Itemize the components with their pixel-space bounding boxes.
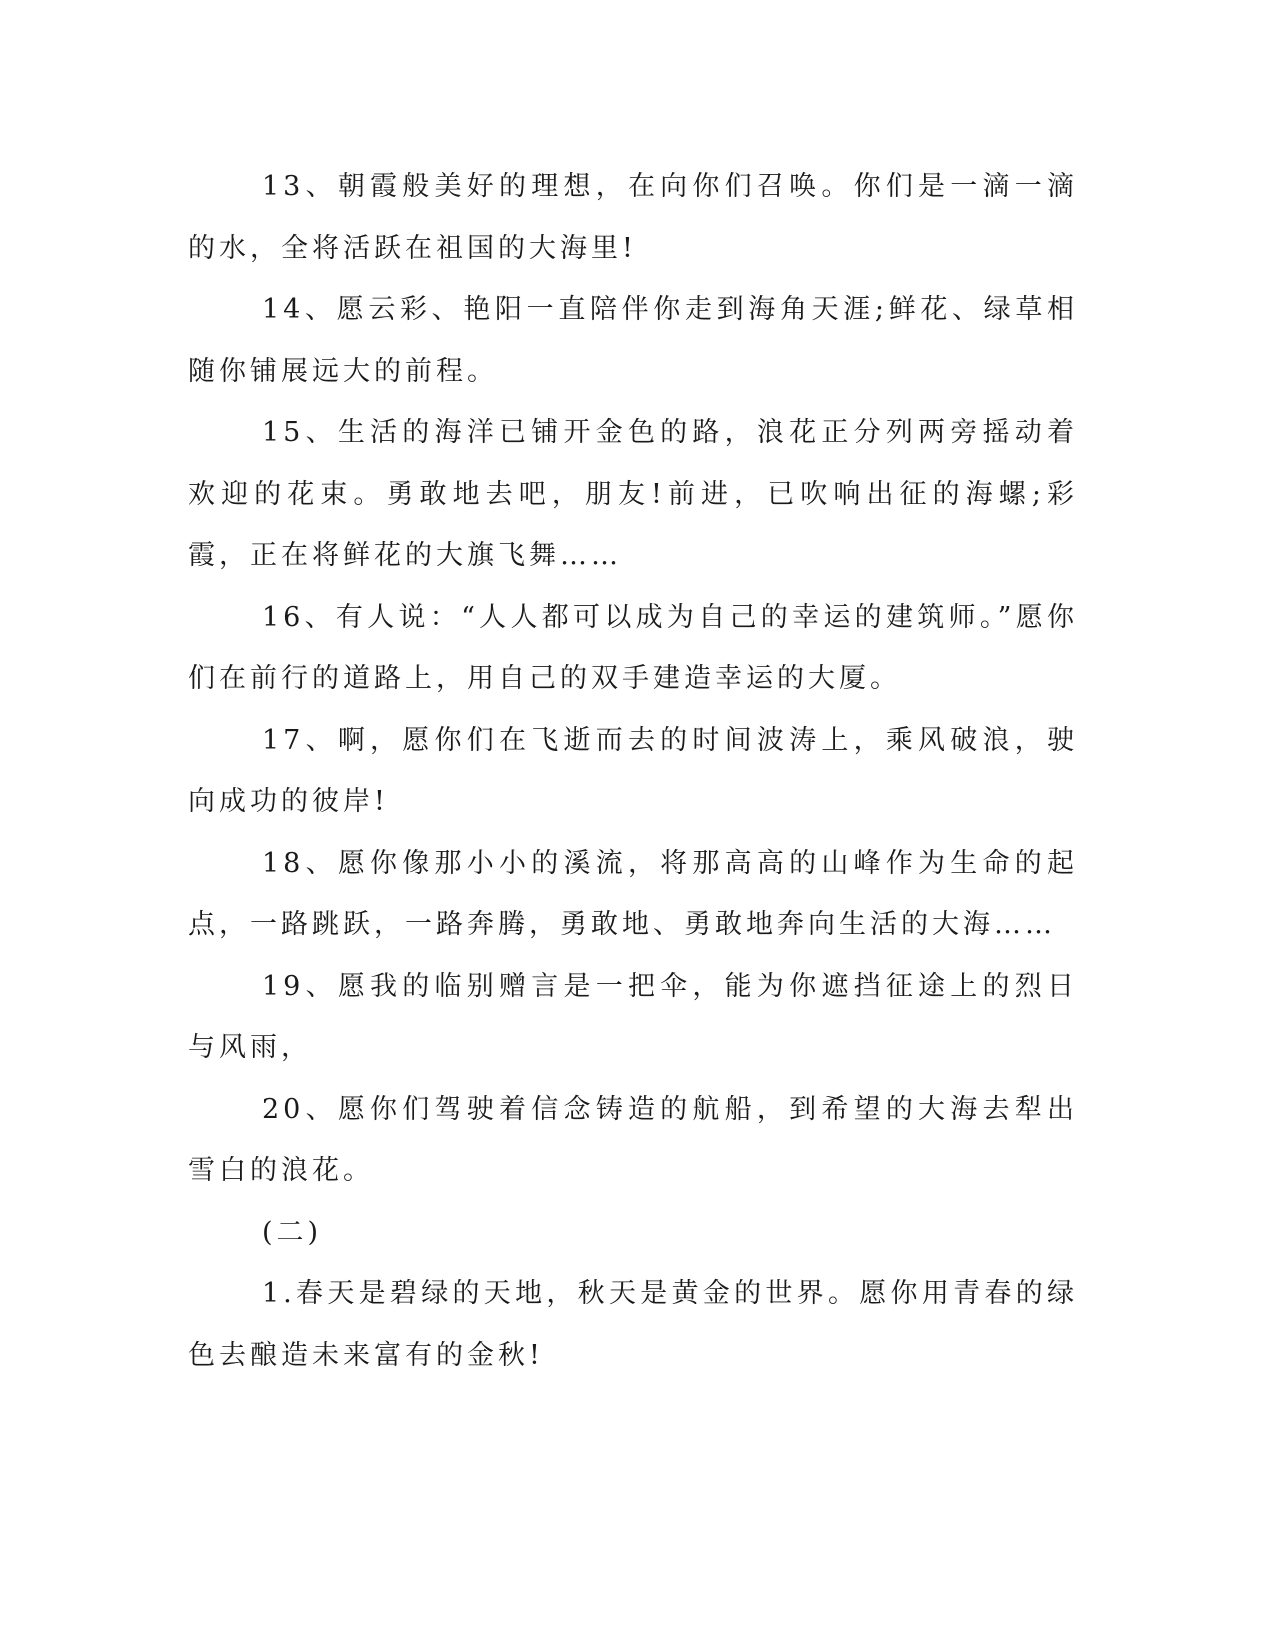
- paragraph-1: 1.春天是碧绿的天地，秋天是黄金的世界。愿你用青春的绿色去酿造未来富有的金秋!: [188, 1278, 1078, 1371]
- paragraph-14: 14、愿云彩、艳阳一直陪伴你走到海角天涯;鲜花、绿草相随你铺展远大的前程。: [188, 294, 1078, 387]
- paragraph-20: 20、愿你们驾驶着信念铸造的航船，到希望的大海去犁出雪白的浪花。: [188, 1093, 1078, 1186]
- paragraph-17: 17、啊，愿你们在飞逝而去的时间波涛上，乘风破浪，驶向成功的彼岸!: [188, 724, 1078, 817]
- paragraph-16: 16、有人说：“人人都可以成为自己的幸运的建筑师。”愿你们在前行的道路上，用自己的双手建造幸运的大厦。: [188, 601, 1078, 694]
- document-body: [188, 156, 1078, 1386]
- section-heading: (二): [262, 1216, 323, 1248]
- paragraph-15: 15、生活的海洋已铺开金色的路，浪花正分列两旁摇动着欢迎的花束。勇敢地去吧，朋友!前进，已吹响出征的海螺;彩霞，正在将鲜花的大旗飞舞……: [188, 417, 1078, 571]
- paragraph-18: 18、愿你像那小小的溪流，将那高高的山峰作为生命的起点，一路跳跃，一路奔腾，勇敢地、勇敢地奔向生活的大海……: [188, 847, 1078, 940]
- paragraph-19: 19、愿我的临别赠言是一把伞，能为你遮挡征途上的烈日与风雨，: [188, 970, 1078, 1063]
- paragraph-13: 13、朝霞般美好的理想，在向你们召唤。你们是一滴一滴的水，全将活跃在祖国的大海里!: [188, 171, 1078, 264]
